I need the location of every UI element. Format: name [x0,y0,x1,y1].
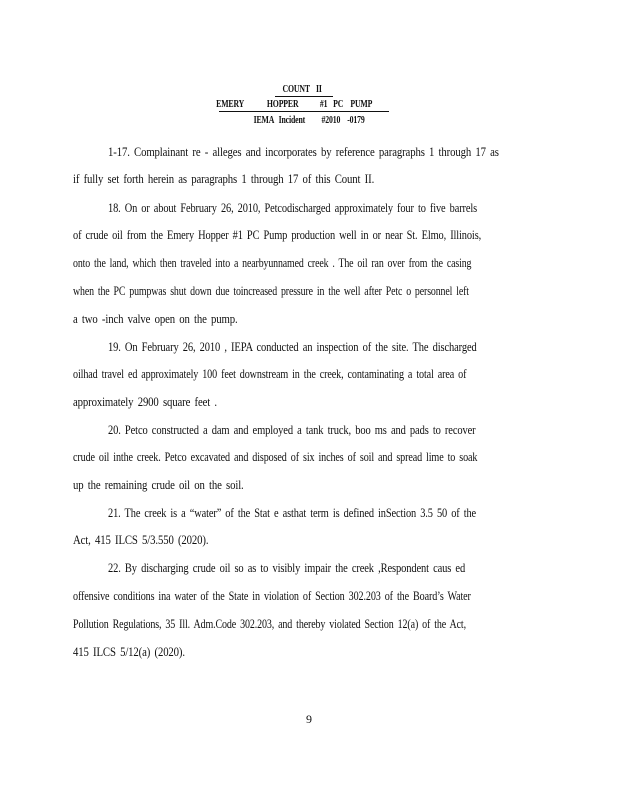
paragraph-line: when the PC pumpwas shut down due toincreased pressure in the well after Petc o personnel left [73,284,469,298]
paragraph-line: 18. On or about February 26, 2010, Petcodischarged approximately four to five barrels [108,201,478,215]
count-label: COUNT [282,84,310,95]
heading-word-number: #1 [319,99,328,110]
paragraph-line: 20. Petco constructed a dam and employed a tank truck, boo ms and pads to recover [108,423,476,437]
heading-word-pc: PC [333,99,344,110]
heading-word-incident-suffix: -0179 [347,115,365,126]
page-number: 9 [306,712,312,726]
heading-word-iema: IEMA [253,115,275,126]
paragraph-line: Pollution Regulations, 35 Ill. Adm.Code 302.203, and thereby violated Section 12(a) of the Act, [73,617,466,631]
paragraph-line: crude oil inthe creek. Petco excavated and disposed of six inches of soil and spread lime to soak [73,450,478,464]
heading-word-incident: Incident [278,115,306,126]
paragraph-line: up the remaining crude oil on the soil. [73,478,244,492]
paragraph-line: Act, 415 ILCS 5/3.550 (2020). [73,533,209,547]
paragraph-line: 19. On February 26, 2010 , IEPA conducted an inspection of the site. The discharged [108,340,477,354]
paragraph-line: offensive conditions ina water of the State in violation of Section 302.203 of the Board’s Water [73,589,471,603]
count-underline [275,96,333,97]
paragraph-line: 1-17. Complainant re - alleges and incorporates by reference paragraphs 1 through 17 as [108,145,499,159]
heading-word-hopper: HOPPER [266,99,299,110]
paragraph-line: onto the land, which then traveled into a nearbyunnamed creek . The oil ran over from the casing [73,256,472,270]
paragraph-line: 21. The creek is a “water” of the Stat e asthat term is defined inSection 3.5 50 of the [108,506,477,520]
heading-word-incident-number: #2010 [321,115,341,126]
paragraph-line: a two -inch valve open on the pump. [73,312,238,326]
paragraph-line: if fully set forth herein as paragraphs 1 through 17 of this Count II. [73,172,375,186]
count-number: II [316,84,322,95]
paragraph-line: approximately 2900 square feet . [73,395,217,409]
heading-word-emery: EMERY [216,99,245,110]
paragraph-line: of crude oil from the Emery Hopper #1 PC Pump production well in or near St. Elmo, Illinois, [73,228,482,242]
paragraph-line: 22. By discharging crude oil so as to visibly impair the creek ,Respondent caus ed [108,561,466,575]
paragraph-line: 415 ILCS 5/12(a) (2020). [73,645,185,659]
heading-word-pump: PUMP [350,99,373,110]
heading-line-2-underline [219,111,389,112]
paragraph-line: oilhad travel ed approximately 100 feet downstream in the creek, contaminating a total area of [73,367,467,381]
